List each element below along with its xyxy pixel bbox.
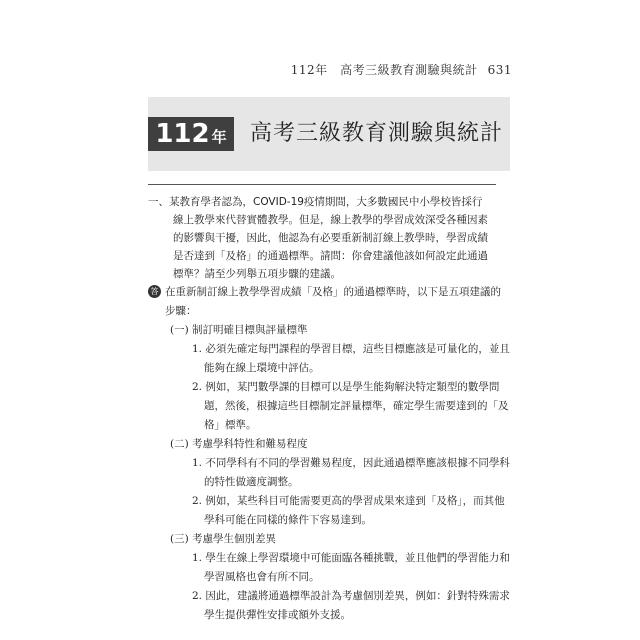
answer-intro-line: 在重新制訂線上教學學習成績「及格」的通過標準時，以下是五項建議的 <box>165 286 501 298</box>
question-line: 是否達到「及格」的通過標準。請問：你會建議他該如何設定此通過 <box>173 250 488 262</box>
question-block <box>148 184 496 283</box>
list-item: 2. 例如，某些科目可能需要更高的學習成果來達到「及格」，而其他 <box>192 495 505 507</box>
list-item: 2. 例如，某門數學課的目標可以是學生能夠解決特定類型的數學問 <box>192 381 500 393</box>
list-item: 2. 因此，建議將通過標準設計為考慮個別差異，例如：針對特殊需求 <box>192 590 510 602</box>
year-number: 112 <box>155 119 210 149</box>
list-item-cont: 學科可能在同樣的條件下容易達到。 <box>204 514 372 526</box>
exam-title: 高考三級教育測驗與統計 <box>250 121 504 146</box>
running-header-title: 112年 高考三級教育測驗與統計 <box>290 63 478 77</box>
section-heading: (二) 考慮學科特性和難易程度 <box>170 438 308 450</box>
question-line: 一、某教育學者認為，COVID-19疫情期間，大多數國民中小學校皆採行 <box>148 196 483 208</box>
year-suffix: 年 <box>211 127 227 146</box>
title-band <box>148 97 510 171</box>
list-item: 1. 不同學科有不同的學習難易程度，因此通過標準應該根據不同學科 <box>192 457 510 469</box>
answer-icon: 答 <box>148 285 161 298</box>
question-line: 的影響與干擾，因此，他認為有必要重新制訂線上教學時，學習成績 <box>173 232 488 244</box>
question-text <box>148 193 496 283</box>
list-item: 1. 必須先確定每門課程的學習目標，這些目標應該是可量化的，並且 <box>192 343 510 355</box>
section-heading: (三) 考慮學生個別差異 <box>170 533 277 545</box>
answer-intro <box>148 283 516 302</box>
answer-block <box>148 283 516 625</box>
year-badge <box>148 117 234 151</box>
page-number: 631 <box>487 63 512 77</box>
answer-intro-line: 步驟： <box>165 305 197 317</box>
list-item: 1. 學生在線上學習環境中可能面臨各種挑戰，並且他們的學習能力和 <box>192 552 510 564</box>
list-item-cont: 的特性做適度調整。 <box>204 476 299 488</box>
running-header <box>291 61 512 78</box>
question-line: 線上教學來代替實體教學。但是，線上教學的學習成效深受各種因素 <box>173 214 488 226</box>
list-item-cont: 格」標準。 <box>204 419 257 431</box>
section-heading: (一) 制訂明確目標與評量標準 <box>170 324 308 336</box>
list-item-cont: 能夠在線上環境中評估。 <box>204 362 320 374</box>
list-item-cont: 學習風格也會有所不同。 <box>204 571 320 583</box>
list-item-cont: 題，然後，根據這些目標制定評量標準，確定學生需要達到的「及 <box>204 400 509 412</box>
list-item-cont: 學生提供彈性安排或額外支援。 <box>204 609 351 621</box>
question-line: 標準？請至少列舉五項步驟的建議。 <box>173 268 341 280</box>
